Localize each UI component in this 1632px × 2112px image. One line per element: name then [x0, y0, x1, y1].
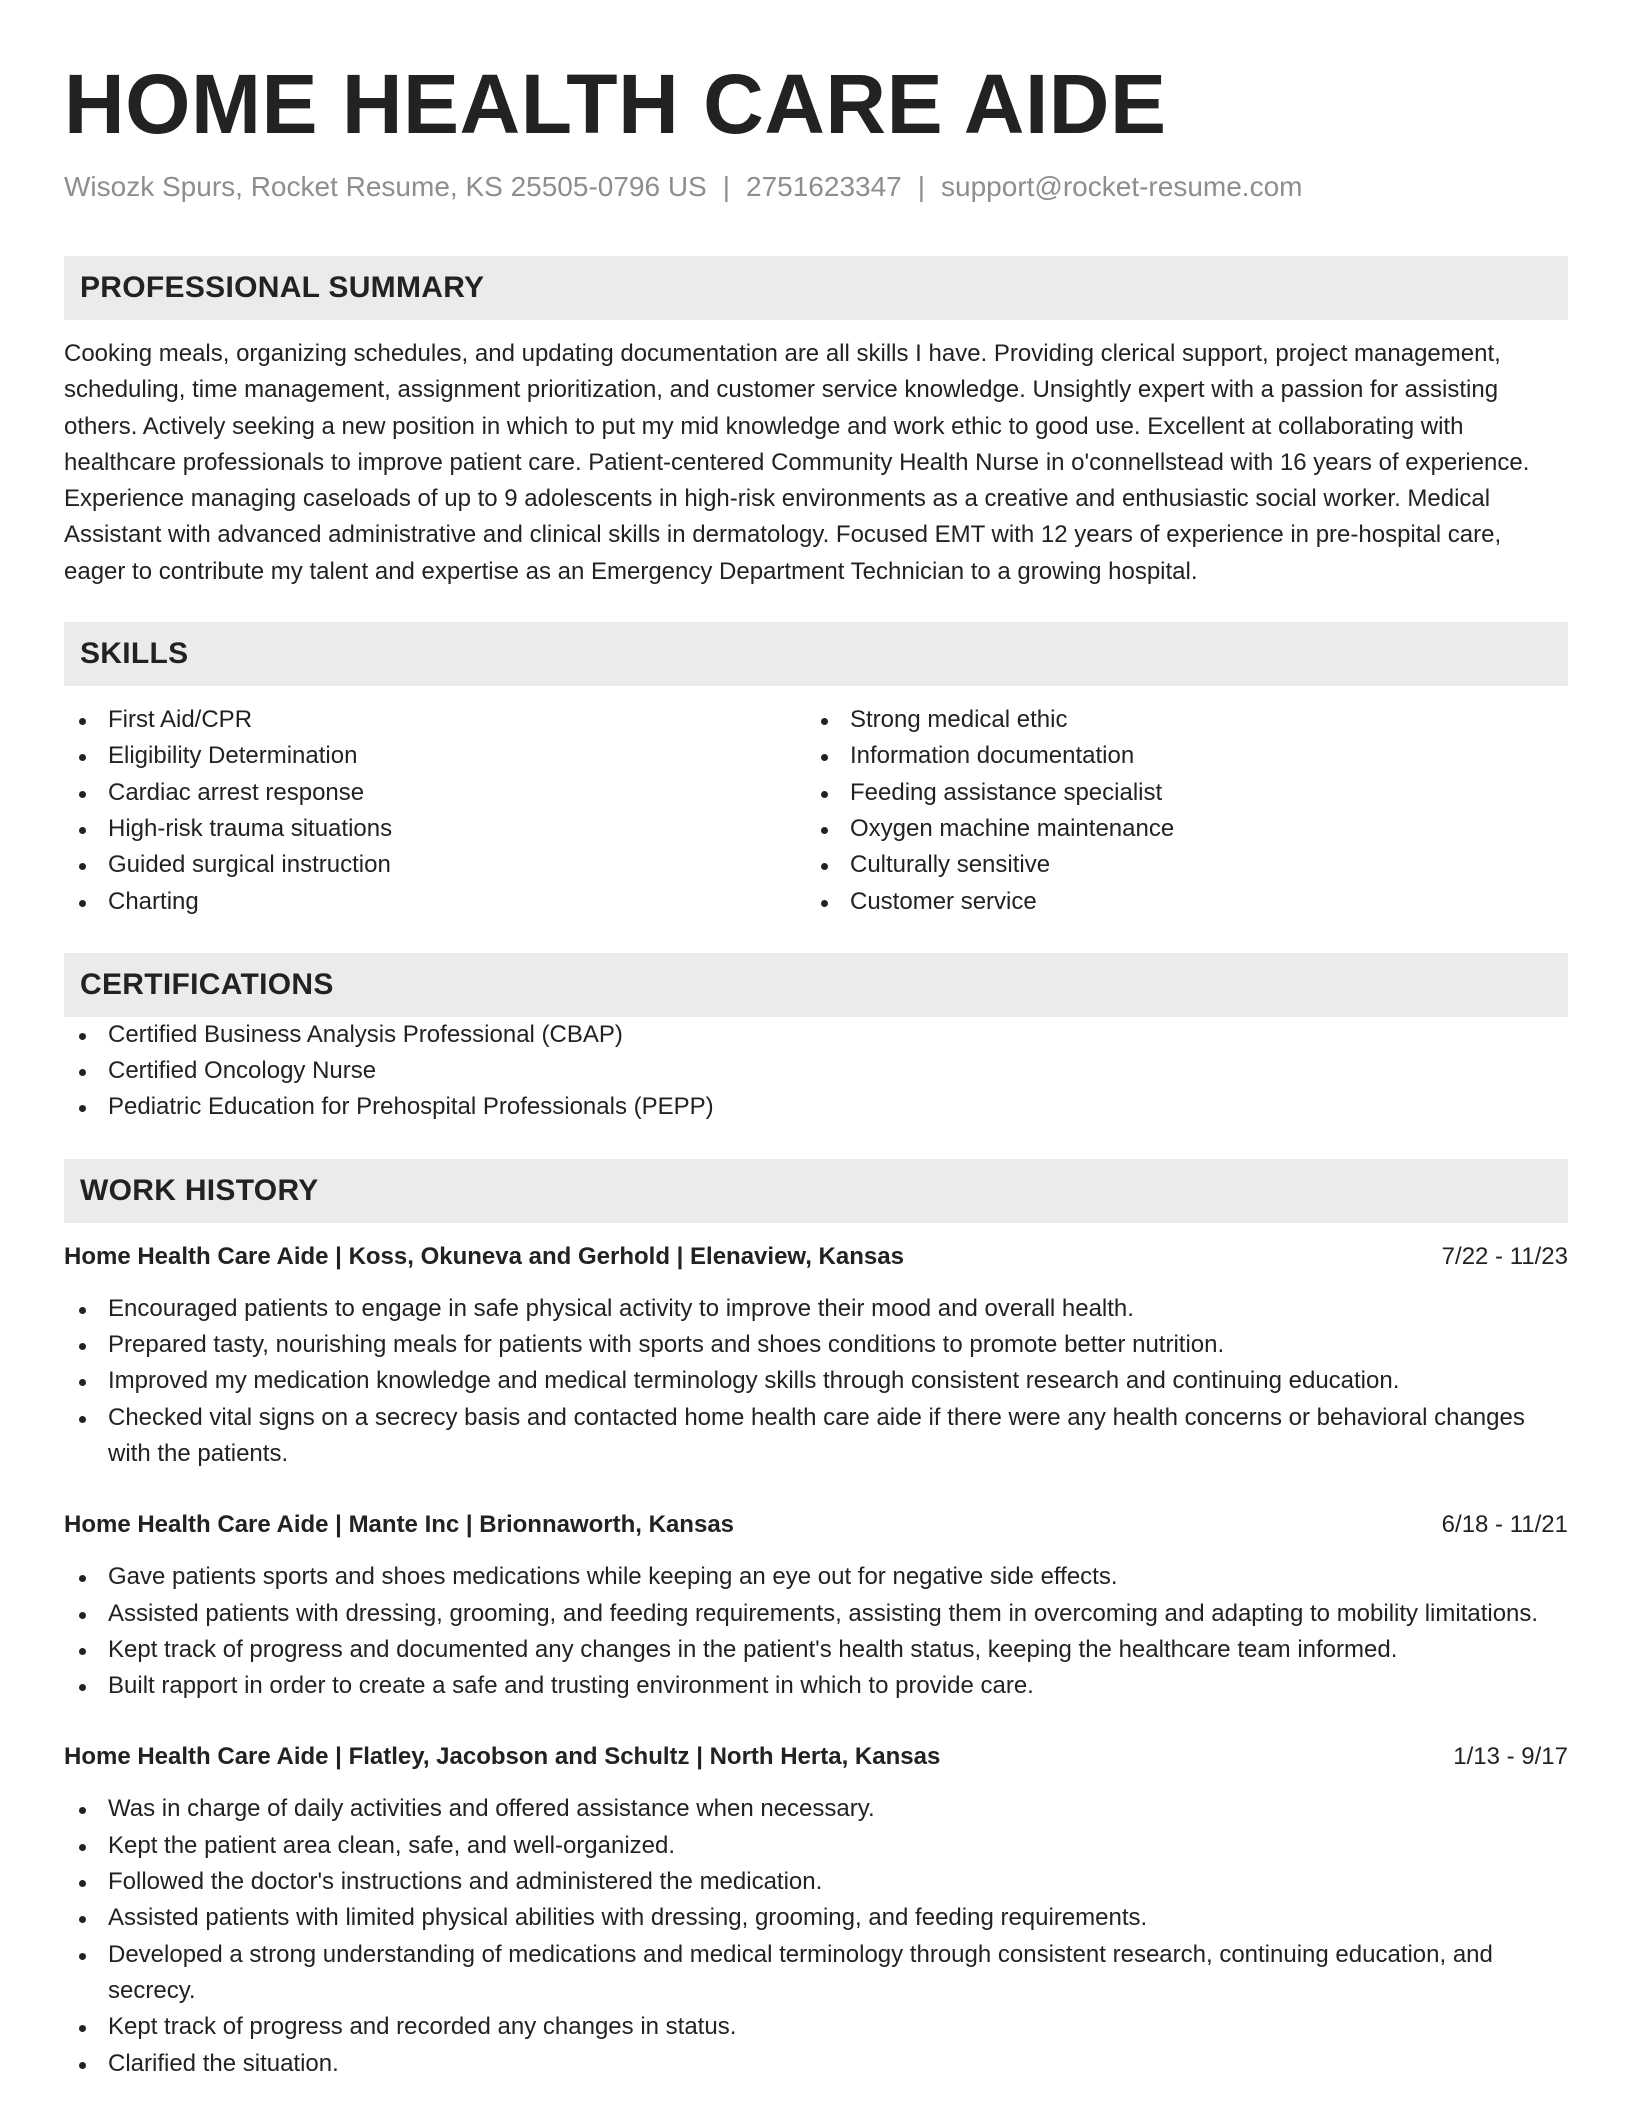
- skill-item: Guided surgical instruction: [64, 847, 806, 883]
- job-bullet: Was in charge of daily activities and offered assistance when necessary.: [64, 1791, 1568, 1827]
- resume-name: HOME HEALTH CARE AIDE: [64, 57, 1167, 151]
- job-bullet: Improved my medication knowledge and medical terminology skills through consistent research and continuing education.: [64, 1363, 1568, 1399]
- contact-email: support@rocket-resume.com: [941, 171, 1303, 202]
- job-bullets: [64, 1559, 1568, 1704]
- job-title: Home Health Care Aide | Flatley, Jacobson and Schultz | North Herta, Kansas: [64, 1743, 941, 1771]
- contact-line: [64, 170, 1568, 204]
- job-header: [64, 1739, 1568, 1775]
- job-header: [64, 1239, 1568, 1275]
- contact-separator: |: [722, 171, 731, 202]
- certification-item: Certified Business Analysis Professional (CBAP): [64, 1017, 1568, 1053]
- certification-item: Pediatric Education for Prehospital Professionals (PEPP): [64, 1089, 1568, 1125]
- job-bullets: [64, 1791, 1568, 2081]
- skill-item: Charting: [64, 884, 806, 920]
- job-title: Home Health Care Aide | Mante Inc | Brionnaworth, Kansas: [64, 1511, 735, 1539]
- section-header-certifications: CERTIFICATIONS: [64, 953, 1568, 1017]
- certification-item: Certified Oncology Nurse: [64, 1053, 1568, 1089]
- job-header: [64, 1507, 1568, 1543]
- skills-column-left: [64, 702, 806, 920]
- summary-text: Cooking meals, organizing schedules, and updating documentation are all skills I have. Providing clerical support, project management, scheduling, time management, assignment prioritization, and customer service knowledge. Unsightly expert with a passion for assisting others. Actively seeking a new position in which to put my mid knowledge and work ethic to good use. Excellent at collaborating with healthcare professionals to improve patient care. Patient-centered Community Health Nurse in o'connellstead with 16 years of experience. Experience managing caseloads of up to 9 adolescents in high-risk environments as a creative and enthusiastic social worker. Medical Assistant with advanced administrative and clinical skills in dermatology. Focused EMT with 12 years of experience in pre-hospital care, eager to contribute my talent and expertise as an Emergency Department Technician to a growing hospital.: [64, 340, 1530, 585]
- skill-item: Culturally sensitive: [806, 847, 1548, 883]
- section-header-summary: PROFESSIONAL SUMMARY: [64, 256, 1568, 320]
- contact-address: Wisozk Spurs, Rocket Resume, KS 25505-0796 US: [64, 171, 707, 202]
- job-bullet: Kept the patient area clean, safe, and well-organized.: [64, 1828, 1568, 1864]
- job-entry: [64, 1739, 1568, 2081]
- job-bullet: Prepared tasty, nourishing meals for patients with sports and shoes conditions to promote better nutrition.: [64, 1327, 1568, 1363]
- skill-item: Eligibility Determination: [64, 738, 806, 774]
- skill-item: Customer service: [806, 884, 1548, 920]
- job-entry: [64, 1507, 1568, 1704]
- section-header-skills: SKILLS: [64, 622, 1568, 686]
- skill-item: Oxygen machine maintenance: [806, 811, 1548, 847]
- job-bullets: [64, 1291, 1568, 1472]
- skill-item: High-risk trauma situations: [64, 811, 806, 847]
- job-bullet: Kept track of progress and documented any changes in the patient's health status, keeping the healthcare team informed.: [64, 1632, 1568, 1668]
- contact-separator: |: [917, 171, 926, 202]
- job-dates: 7/22 - 11/23: [1441, 1242, 1568, 1270]
- skills-grid: [64, 702, 1568, 920]
- skill-item: First Aid/CPR: [64, 702, 806, 738]
- job-title: Home Health Care Aide | Koss, Okuneva and Gerhold | Elenaview, Kansas: [64, 1242, 904, 1270]
- job-dates: 1/13 - 9/17: [1453, 1743, 1568, 1771]
- job-bullet: Followed the doctor's instructions and administered the medication.: [64, 1864, 1568, 1900]
- job-dates: 6/18 - 11/21: [1441, 1511, 1568, 1539]
- job-bullet: Kept track of progress and recorded any changes in status.: [64, 2009, 1568, 2045]
- job-entry: [64, 1239, 1568, 1472]
- section-header-work-history: WORK HISTORY: [64, 1159, 1568, 1223]
- job-bullet: Gave patients sports and shoes medications while keeping an eye out for negative side effects.: [64, 1559, 1568, 1595]
- skill-item: Strong medical ethic: [806, 702, 1548, 738]
- job-bullet: Clarified the situation.: [64, 2046, 1568, 2082]
- certifications-list: [64, 1017, 1568, 1126]
- contact-phone: 2751623347: [746, 171, 902, 202]
- job-bullet: Encouraged patients to engage in safe physical activity to improve their mood and overall health.: [64, 1291, 1568, 1327]
- skill-item: Cardiac arrest response: [64, 775, 806, 811]
- job-bullet: Assisted patients with dressing, grooming, and feeding requirements, assisting them in overcoming and adapting to mobility limitations.: [64, 1596, 1568, 1632]
- job-bullet: Developed a strong understanding of medications and medical terminology through consistent research, continuing education, and secrecy.: [64, 1937, 1568, 2010]
- job-bullet: Built rapport in order to create a safe and trusting environment in which to provide care.: [64, 1668, 1568, 1704]
- skills-column-right: [806, 702, 1548, 920]
- skill-item: Feeding assistance specialist: [806, 775, 1548, 811]
- job-bullet: Checked vital signs on a secrecy basis and contacted home health care aide if there were any health concerns or behavioral changes with the patients.: [64, 1400, 1568, 1473]
- skill-item: Information documentation: [806, 738, 1548, 774]
- job-bullet: Assisted patients with limited physical abilities with dressing, grooming, and feeding requirements.: [64, 1900, 1568, 1936]
- resume-page: [64, 0, 1568, 2082]
